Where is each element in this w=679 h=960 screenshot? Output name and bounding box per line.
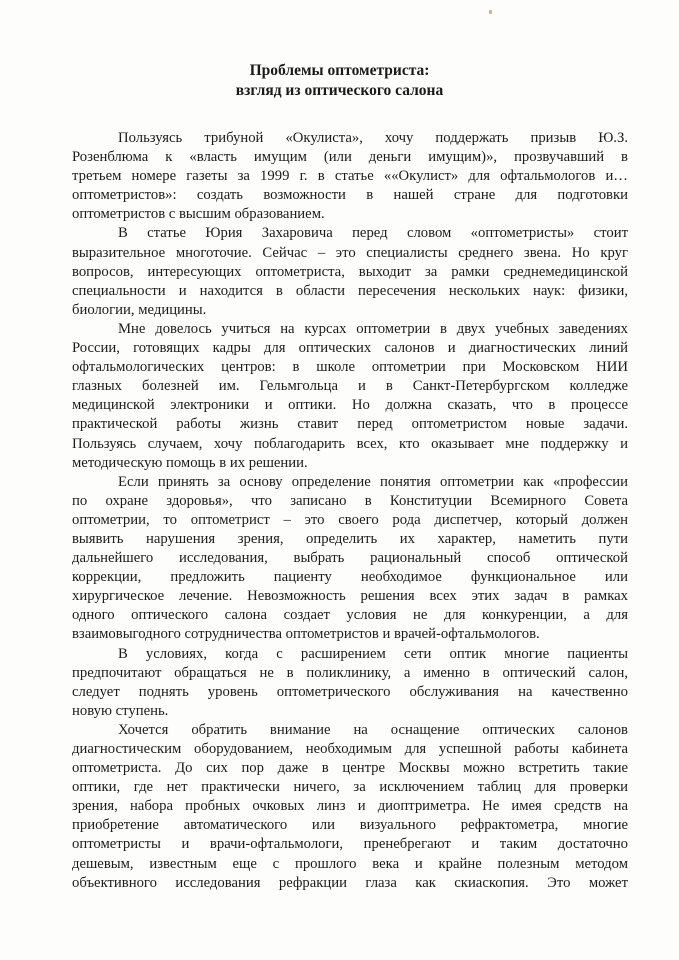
text-line: методическую помощь в их решении. (72, 454, 308, 471)
text-line: оптометристов»: создать возможности в нашей стране для подготовки (72, 187, 628, 204)
text-line: новую ступень. (72, 702, 169, 719)
text-line: оптики, где нет практически ничего, за исключением таблиц для проверки (72, 779, 628, 796)
text-line: В статье Юрия Захаровича перед словом «оптометристы» стоит (118, 225, 628, 242)
text-line: объективного исследования рефракции глаза как скиаскопия. Это может (72, 874, 628, 891)
document-body (72, 129, 628, 893)
text-line: выявить нарушения зрения, определить их характер, наметить пути (72, 530, 628, 547)
text-line: Пользуясь случаем, хочу поблагодарить всех, кто оказывает мне поддержку и (72, 435, 628, 452)
text-line: офтальмологических центров: в школе оптометрии при Московском НИИ (72, 359, 628, 376)
text-line: дальнейшего исследования, выбрать рациональный способ оптической (72, 550, 628, 567)
text-line: биологии, медицины. (72, 301, 207, 318)
text-line: третьем номере газеты за 1999 г. в статье ««Окулист» для офтальмологов и… (72, 168, 628, 185)
paper-speck (489, 10, 492, 14)
text-line: специальности и находится в области пересечения нескольких наук: физики, (72, 282, 628, 299)
text-line: следует поднять уровень оптометрического обслуживания на качественно (72, 683, 628, 700)
text-line: одного оптического салона создает условия не для конкуренции, а для (72, 607, 628, 624)
document-title-line-1: Проблемы оптометриста: (249, 62, 430, 79)
text-line: В условиях, когда с расширением сети оптик многие пациенты (118, 645, 628, 662)
text-line: практической работы жизнь ставит перед оптометристом новые задачи. (72, 416, 628, 433)
text-line: предпочитают обращаться не в поликлинику, а именно в оптический салон, (72, 664, 628, 681)
text-line: Если принять за основу определение понятия оптометрии как «профессии (118, 473, 628, 490)
text-line: по охране здоровья», что записано в Конституции Всемирного Совета (72, 492, 628, 509)
text-line: России, готовящих кадры для оптических салонов и диагностических линий (72, 340, 628, 357)
text-line: оптометриста. До сих пор даже в центре Москвы можно встретить такие (72, 760, 628, 777)
text-line: вопросов, интересующих оптометриста, выходит за рамки среднемедицинской (72, 263, 628, 280)
document-title-line-2: взгляд из оптического салона (235, 82, 444, 99)
text-line: зрения, набора пробных очковых линз и диоптриметра. Не имея средств на (72, 798, 628, 815)
text-line: Хочется обратить внимание на оснащение оптических салонов (118, 721, 628, 738)
text-line: приобретение автоматического или визуального рефрактометра, многие (72, 817, 628, 834)
text-line: дешевым, известным еще с прошлого века и крайне полезным методом (72, 855, 628, 872)
text-line: глазных болезней им. Гельмгольца и в Санкт-Петербургском колледже (72, 378, 628, 395)
text-line: оптометристы и врачи-офтальмологи, пренебрегают и таким достаточно (72, 836, 628, 853)
text-line: Мне довелось учиться на курсах оптометрии в двух учебных заведениях (118, 320, 628, 337)
text-line: коррекции, предложить пациенту необходимое функциональное или (72, 569, 628, 586)
text-line: выразительное многоточие. Сейчас – это специалисты среднего звена. Но круг (72, 244, 628, 261)
text-line: взаимовыгодного сотрудничества оптометристов и врачей-офтальмологов. (72, 626, 540, 643)
text-line: медицинской электроники и оптики. Но должна сказать, что в процессе (72, 397, 628, 414)
text-line: Розенблюма к «власть имущим (или деньги имущим)», прозвучавший в (72, 149, 628, 166)
text-line: оптометристов с высшим образованием. (72, 206, 325, 223)
text-line: хирургическое лечение. Невозможность решения всех этих задач в рамках (72, 588, 628, 605)
text-line: диагностическим оборудованием, необходимым для успешной работы кабинета (72, 741, 628, 757)
text-line: оптометрии, то оптометрист – это своего рода диспетчер, который должен (72, 511, 628, 528)
text-line: Пользуясь трибуной «Окулиста», хочу поддержать призыв Ю.З. (118, 130, 628, 146)
